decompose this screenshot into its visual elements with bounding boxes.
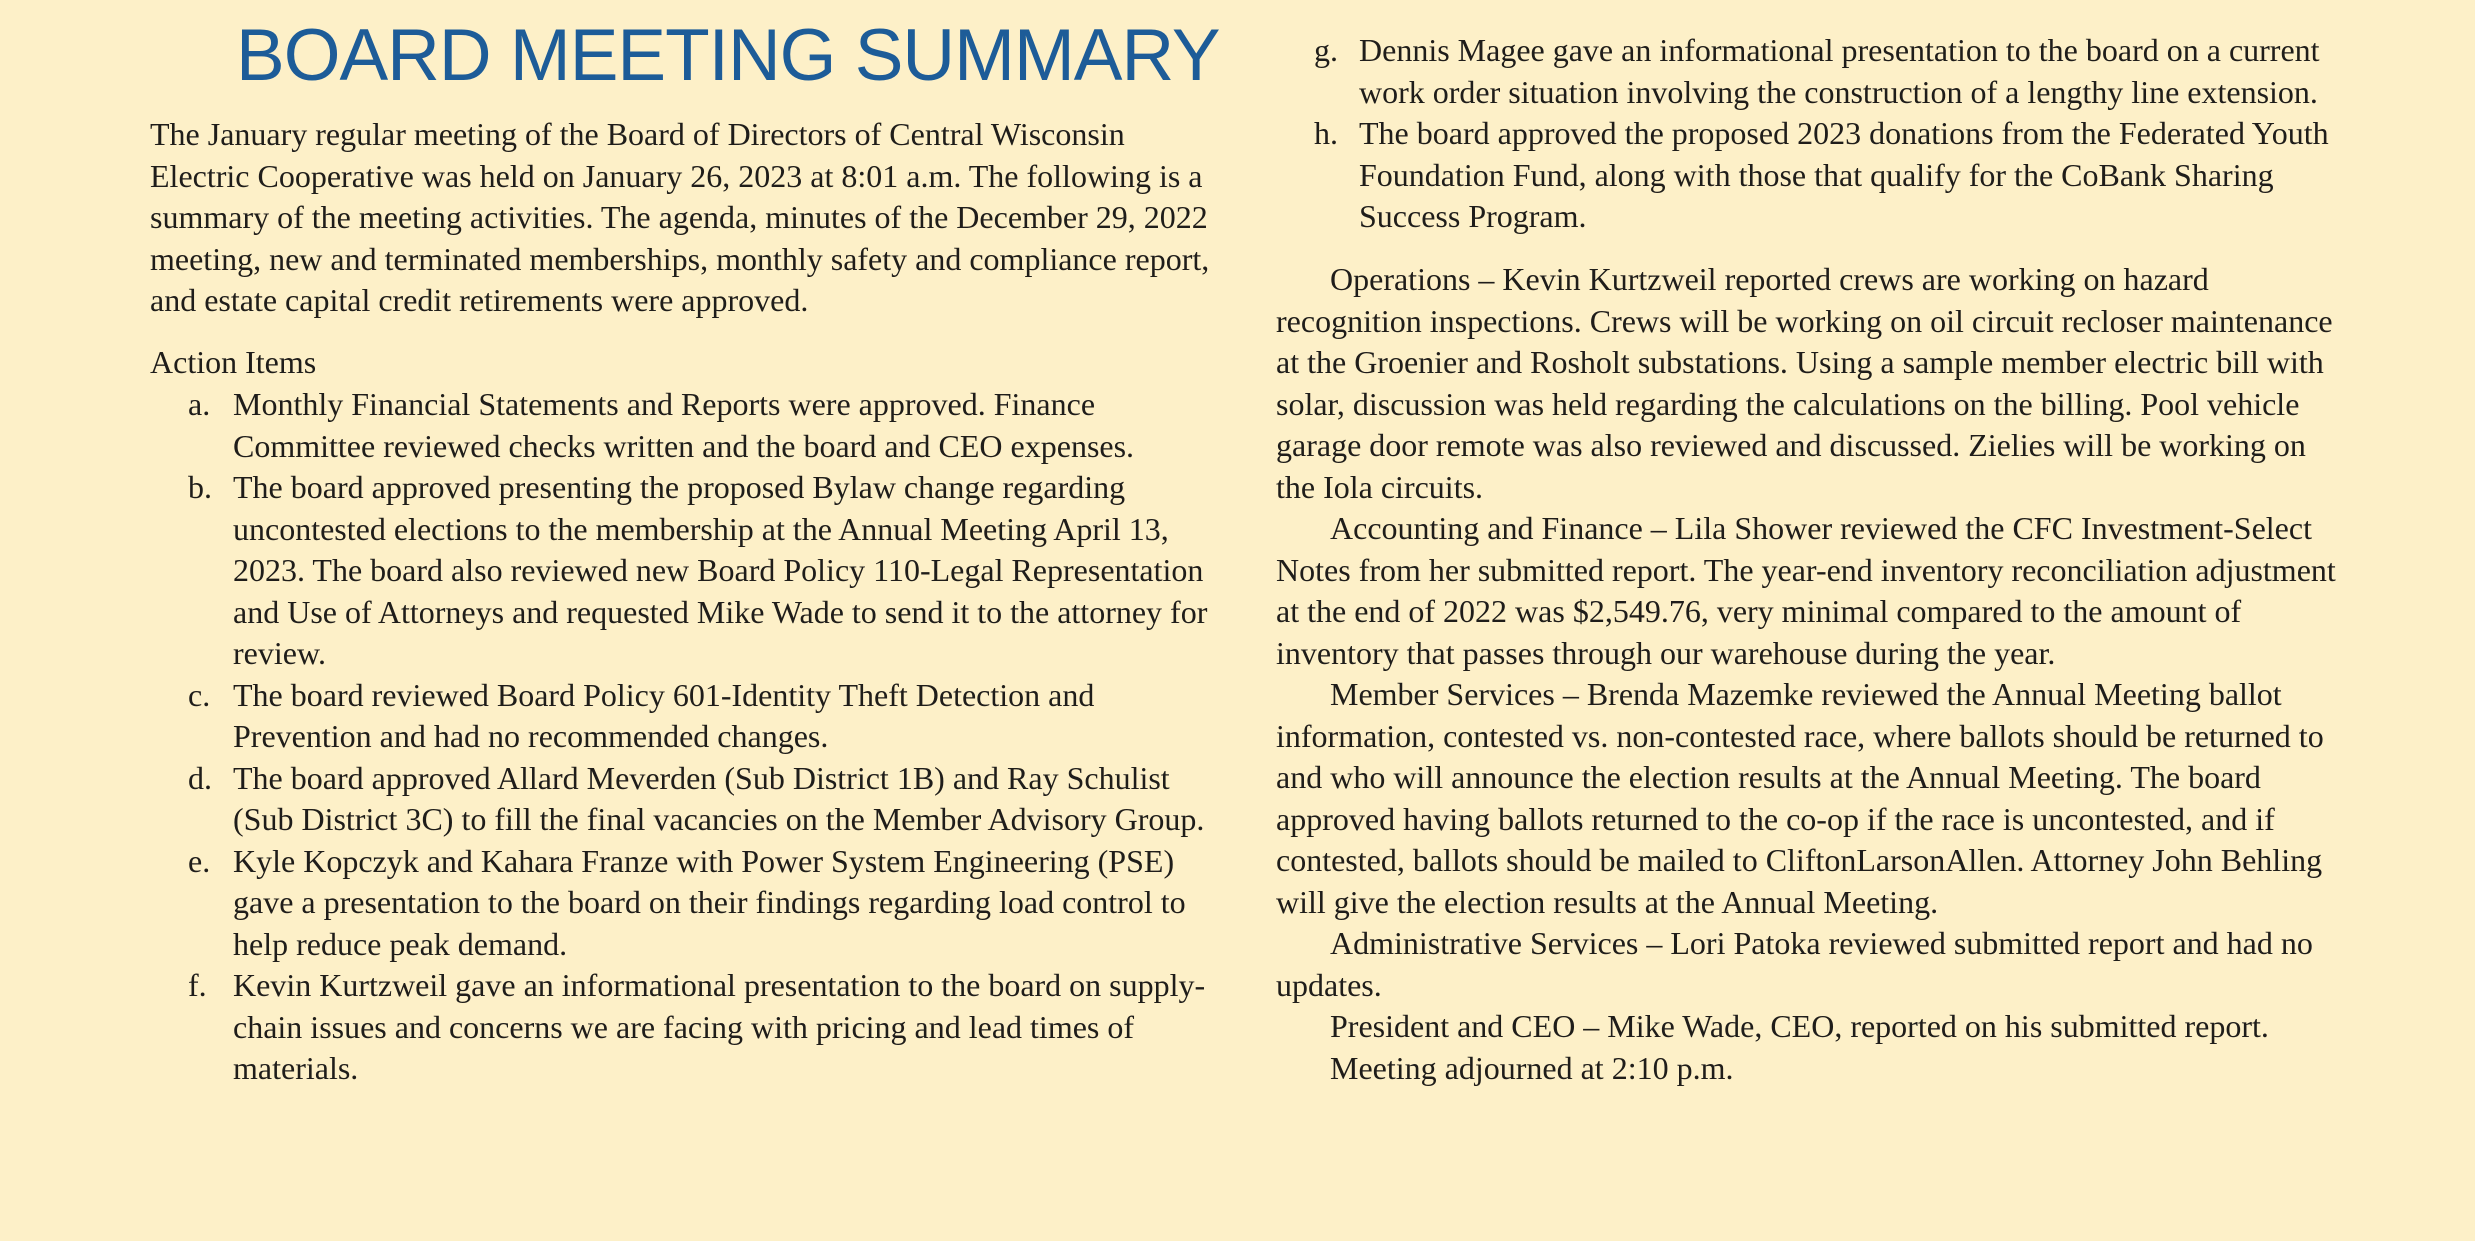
list-marker: h. [1314, 115, 1338, 151]
action-items-heading: Action Items [150, 344, 317, 380]
action-item-text: The board approved presenting the proposed Bylaw change regarding uncontested elections to the membership at the Annual Meeting April 13, 2023. The board also reviewed new Board Policy 110-Legal Representation and Use of Attorneys and requested Mike Wade to send it to the attorney for review. [233, 469, 1208, 671]
action-item-e [150, 841, 1220, 966]
action-item-text: The board approved Allard Meverden (Sub District 1B) and Ray Schulist (Sub District 3C) to fill the final vacancies on the Member Advisory Group. [233, 759, 1205, 837]
list-marker: c. [188, 676, 211, 713]
action-items-list-right [1276, 30, 2336, 238]
action-item-f [150, 965, 1220, 1090]
action-item-text: The board reviewed Board Policy 601-Identity Theft Detection and Prevention and had no recommended changes. [233, 676, 1095, 754]
list-marker: b. [188, 469, 212, 505]
president-ceo-report: President and CEO – Mike Wade, CEO, reported on his submitted report. [1330, 1008, 2269, 1044]
action-item-g [1276, 30, 2336, 113]
department-reports [1276, 259, 2336, 1089]
list-marker: f. [188, 967, 207, 1003]
action-item-a [150, 384, 1220, 467]
intro-paragraph: The January regular meeting of the Board of Directors of Central Wisconsin Electric Cooperative was held on January 26, 2023 at 8:01 a.m. The following is a summary of the meeting activities. The agenda, minutes of the December 29, 2022 meeting, new and terminated memberships, monthly safety and compliance report, and estate capital credit retirements were approved. [150, 116, 1210, 318]
list-marker: g. [1314, 32, 1338, 68]
action-item-text: Dennis Magee gave an informational presentation to the board on a current work order situation involving the construction of a lengthy line extension. [1359, 32, 2320, 110]
operations-report: Operations – Kevin Kurtzweil reported crews are working on hazard recognition inspections. Crews will be working on oil circuit recloser maintenance at the Groenier and Rosholt substations. Using a sample member electric bill with solar, discussion was held regarding the calculations on the billing. Pool vehicle garage door remote was also reviewed and discussed. Zielies will be working on the Iola circuits. [1276, 261, 2333, 505]
action-item-h [1276, 113, 2336, 238]
action-item-b [150, 467, 1220, 675]
list-marker: e. [188, 842, 211, 879]
member-services-report: Member Services – Brenda Mazemke reviewed the Annual Meeting ballot information, contested vs. non-contested race, where ballots should be returned to and who will announce the election results at the Annual Meeting. The board approved having ballots returned to the co-op if the race is uncontested, and if contested, ballots should be mailed to CliftonLarsonAllen. Attorney John Behling will give the election results at the Annual Meeting. [1276, 676, 2324, 920]
action-items-list-left [150, 384, 1220, 1090]
page-title: BOARD MEETING SUMMARY [236, 15, 1220, 96]
action-item-text: Monthly Financial Statements and Reports were approved. Finance Committee reviewed checks written and the board and CEO expenses. [233, 386, 1135, 464]
action-item-text: Kyle Kopczyk and Kahara Franze with Power System Engineering (PSE) gave a presentation to the board on their findings regarding load control to help reduce peak demand. [233, 842, 1186, 962]
action-item-d [150, 758, 1220, 841]
action-item-c [150, 675, 1220, 758]
list-marker: a. [188, 386, 211, 422]
administrative-services-report: Administrative Services – Lori Patoka reviewed submitted report and had no updates. [1276, 925, 2313, 1003]
action-item-text: The board approved the proposed 2023 donations from the Federated Youth Foundation Fund, along with those that qualify for the CoBank Sharing Success Program. [1359, 115, 2329, 234]
adjournment-note: Meeting adjourned at 2:10 p.m. [1330, 1049, 1734, 1086]
action-item-text: Kevin Kurtzweil gave an informational presentation to the board on supply-chain issues and concerns we are facing with pricing and lead times of materials. [233, 967, 1206, 1086]
accounting-finance-report: Accounting and Finance – Lila Shower reviewed the CFC Investment-Select Notes from her submitted report. The year-end inventory reconciliation adjustment at the end of 2022 was $2,549.76, very minimal compared to the amount of inventory that passes through our warehouse during the year. [1276, 510, 2336, 671]
list-marker: d. [188, 759, 212, 796]
